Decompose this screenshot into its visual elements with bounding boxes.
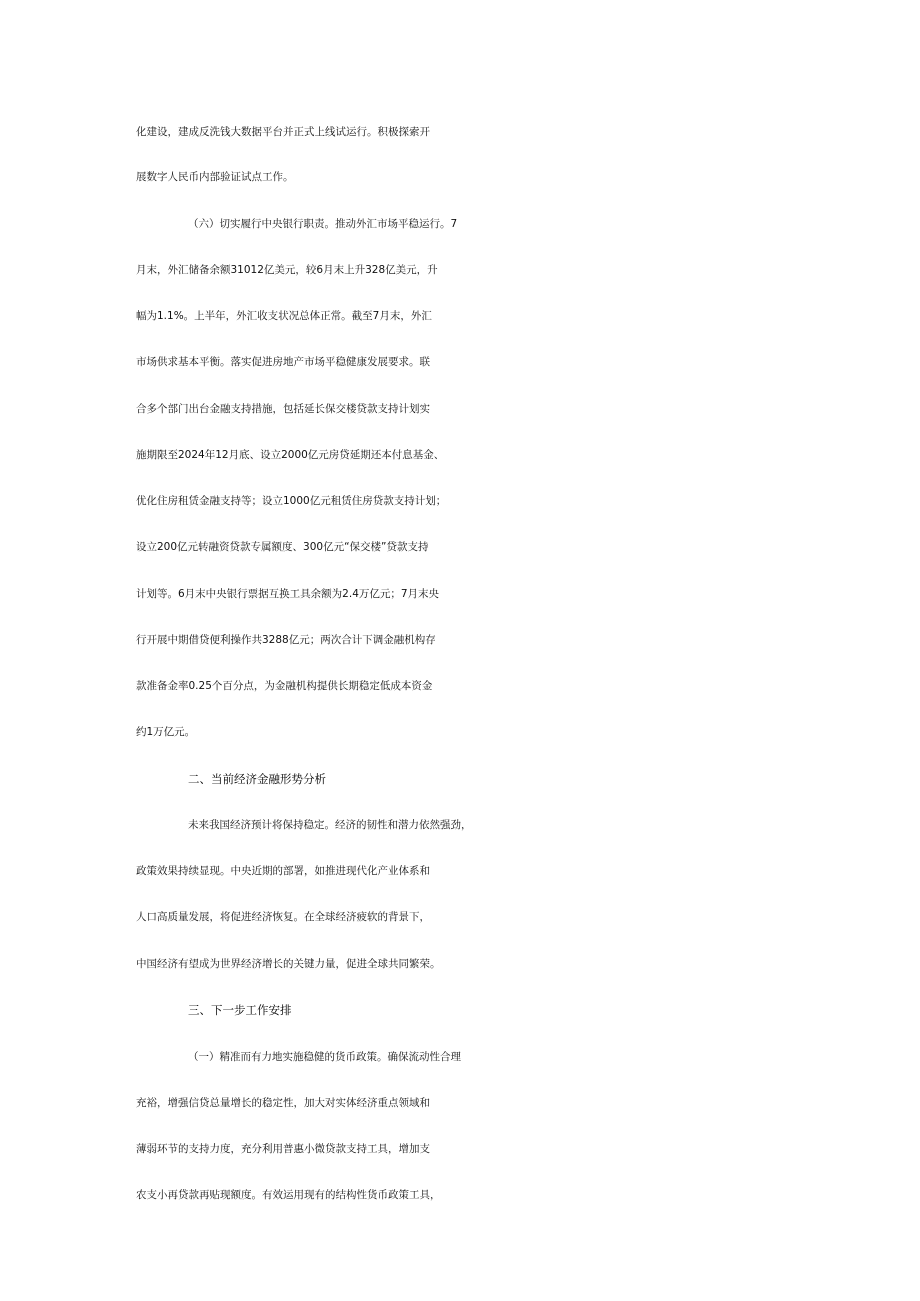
paragraph-line: 中国经济有望成为世界经济增长的关键力量，促进全球共同繁荣。: [136, 958, 441, 970]
paragraph-line: 行开展中期借贷便利操作共3288亿元；两次合计下调金融机构存: [136, 634, 436, 646]
paragraph-line: 优化住房租赁金融支持等；设立1000亿元租赁住房贷款支持计划；: [136, 495, 447, 507]
paragraph-line: 款准备金率0.25个百分点，为金融机构提供长期稳定低成本资金: [136, 680, 433, 692]
section-heading: 二、当前经济金融形势分析: [188, 772, 326, 786]
section-heading: 三、下一步工作安排: [188, 1003, 292, 1017]
paragraph-line: 政策效果持续显现。中央近期的部署，如推进现代化产业体系和: [136, 865, 430, 877]
paragraph-line: （六）切实履行中央银行职责。推动外汇市场平稳运行。7: [188, 218, 458, 230]
paragraph-line: 化建设，建成反洗钱大数据平台并正式上线试运行。积极探索开: [136, 126, 430, 138]
paragraph-line: 幅为1.1%。上半年，外汇收支状况总体正常。截至7月末，外汇: [136, 310, 432, 322]
paragraph-line: 月末，外汇储备余额31012亿美元，较6月末上升328亿美元，升: [136, 264, 438, 276]
paragraph-line: 约1万亿元。: [136, 726, 196, 738]
paragraph-line: 薄弱环节的支持力度，充分利用普惠小微贷款支持工具，增加支: [136, 1143, 430, 1155]
paragraph-line: 设立200亿元转融资贷款专属额度、300亿元“保交楼”贷款支持: [136, 541, 429, 553]
paragraph-line: 施期限至2024年12月底、设立2000亿元房贷延期还本付息基金、: [136, 449, 445, 461]
paragraph-line: 未来我国经济预计将保持稳定。经济的韧性和潜力依然强劲，: [188, 819, 472, 831]
paragraph-line: 市场供求基本平衡。落实促进房地产市场平稳健康发展要求。联: [136, 356, 430, 368]
paragraph-line: 合多个部门出台金融支持措施，包括延长保交楼贷款支持计划实: [136, 403, 430, 415]
paragraph-line: （一）精准而有力地实施稳健的货币政策。确保流动性合理: [188, 1051, 461, 1063]
paragraph-line: 农支小再贷款再贴现额度。有效运用现有的结构性货币政策工具，: [136, 1189, 441, 1201]
paragraph-line: 人口高质量发展，将促进经济恢复。在全球经济疲软的背景下，: [136, 911, 430, 923]
paragraph-line: 计划等。6月末中央银行票据互换工具余额为2.4万亿元；7月末央: [136, 588, 440, 600]
paragraph-line: 展数字人民币内部验证试点工作。: [136, 171, 294, 183]
paragraph-line: 充裕，增强信贷总量增长的稳定性，加大对实体经济重点领域和: [136, 1097, 430, 1109]
